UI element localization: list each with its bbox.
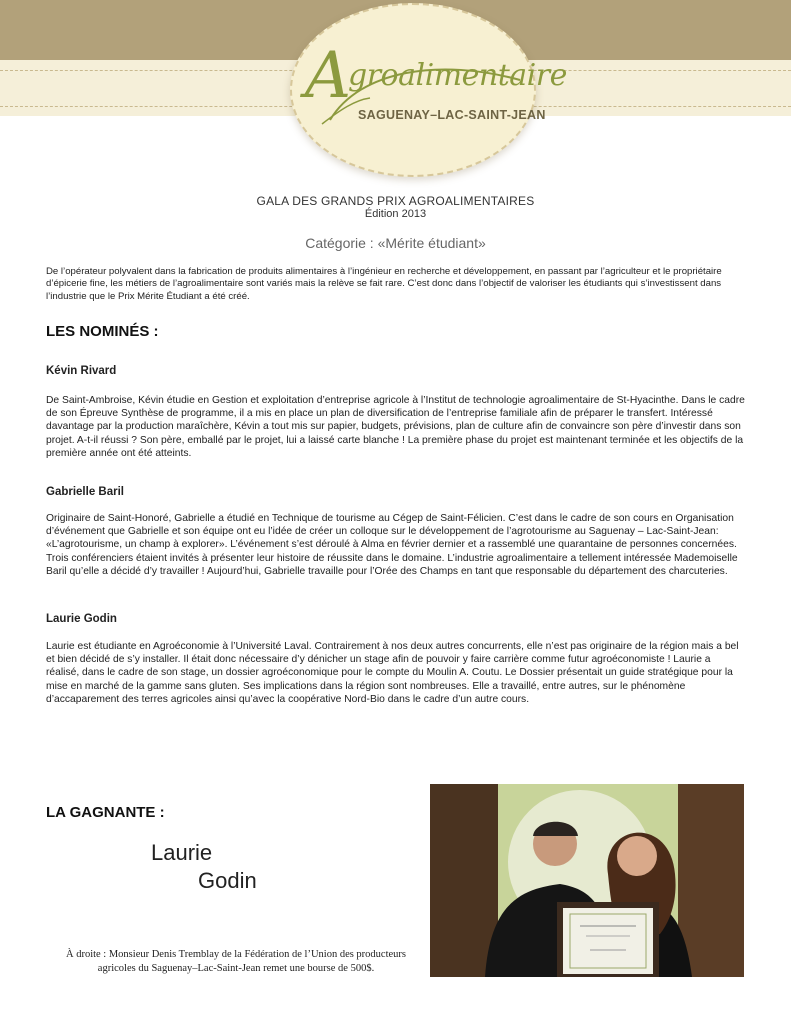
nominee-name: Laurie Godin	[46, 613, 117, 625]
nominees-heading: LES NOMINÉS :	[46, 323, 159, 340]
gala-title: GALA DES GRANDS PRIX AGROALIMENTAIRES	[256, 194, 535, 208]
category-title: Catégorie : «Mérite étudiant»	[305, 235, 486, 251]
winner-heading: LA GAGNANTE :	[46, 804, 165, 821]
nominee-bio: Laurie est étudiante en Agroéconomie à l’Université Laval. Contrairement à nos deux autres concurrents, elle n’est pas originaire de la région mais a bel et bien décidé de s’y installer. Il était donc nécessaire d’y dénicher un stage afin de pouvoir y faire carrière comme futur agroéconomiste ! Laurie a réalisé, dans le cadre de son stage, un dossier agroéconomique pour le compte du Moulin A. Coutu. Le Dossier présentait un guide stratégique pour la mise en marché de la gamme sans gluten. Ses implications dans la région sont nombreuses. Elle a travaillé, entre autres, sur le phénomène d’accaparement des terres agricoles ainsi qu’avec la coopérative Nord-Bio dans le cadre d’un autre cours.	[46, 641, 739, 705]
intro-paragraph: De l’opérateur polyvalent dans la fabrication de produits alimentaires à l’ingénieur en recherche et développement, en passant par l’agriculteur et le propriétaire d’épicerie fine, les métiers de l’agroalimentaire sont variés mais la relève se fait rare. C’est donc dans l’objectif de valoriser les étudiants qui s’investissent dans l’industrie que le Prix Mérite Étudiant a été créé.	[46, 266, 722, 302]
nominee-bio: Originaire de Saint-Honoré, Gabrielle a étudié en Technique de tourisme au Cégep de Saint-Félicien. C’est dans le cadre de son cours en Organisation d’événement que Gabrielle et son équipe ont eu l’idée de créer un colloque sur le développement de l’agrotourisme au Saguenay – Lac-Saint-Jean: «L’agrotourisme, un champ à explorer». L’événement s’est déroulé à Alma en février dernier et a rassemblé une quarantaine de personnes concernées. Trois conférenciers étaient invités à présenter leur histoire de réussite dans le domaine. L’industrie agroalimentaire a tellement intéressée Mademoiselle Baril qu’elle a décidé d’y travailler ! Aujourd’hui, Gabrielle travaille pour l’Orée des Champs en tant que responsable du département des charcuteries.	[46, 513, 738, 577]
winner-first-name: Laurie	[151, 840, 213, 865]
logo-region: SAGUENAY–LAC-SAINT-JEAN	[358, 108, 546, 122]
gala-edition: Édition 2013	[364, 208, 427, 220]
nominee-name: Gabrielle Baril	[46, 486, 124, 498]
nominee-name: Kévin Rivard	[46, 365, 117, 377]
photo-caption: À droite : Monsieur Denis Tremblay de la Fédération de l’Union des producteurs agricoles du Saguenay–Lac-Saint-Jean remet une bourse de 500$.	[65, 949, 407, 974]
logo-wordmark: groalimentaire	[348, 58, 567, 93]
logo-initial: A	[304, 39, 352, 113]
nominee-bio: De Saint-Ambroise, Kévin étudie en Gestion et exploitation d’entreprise agricole à l’Institut de technologie agroalimentaire de St-Hyacinthe. Dans le cadre de son Épreuve Synthèse de programme, il a mis en place un plan de diversification de l’entreprise familiale afin de préparer le transfert. Intéressé davantage par la production maraîchère, Kévin a tout mis sur papier, budgets, prévisions, plan de culture afin de convaincre son père d’investir dans son projet. A-t-il réussi ? Son père, emballé par le projet, lui a laissé carte blanche ! La première phase du projet est maintenant terminée et les objectifs de la première année ont été atteints.	[46, 395, 745, 459]
winner-last-name: Godin	[198, 868, 257, 893]
award-photo	[430, 784, 744, 977]
